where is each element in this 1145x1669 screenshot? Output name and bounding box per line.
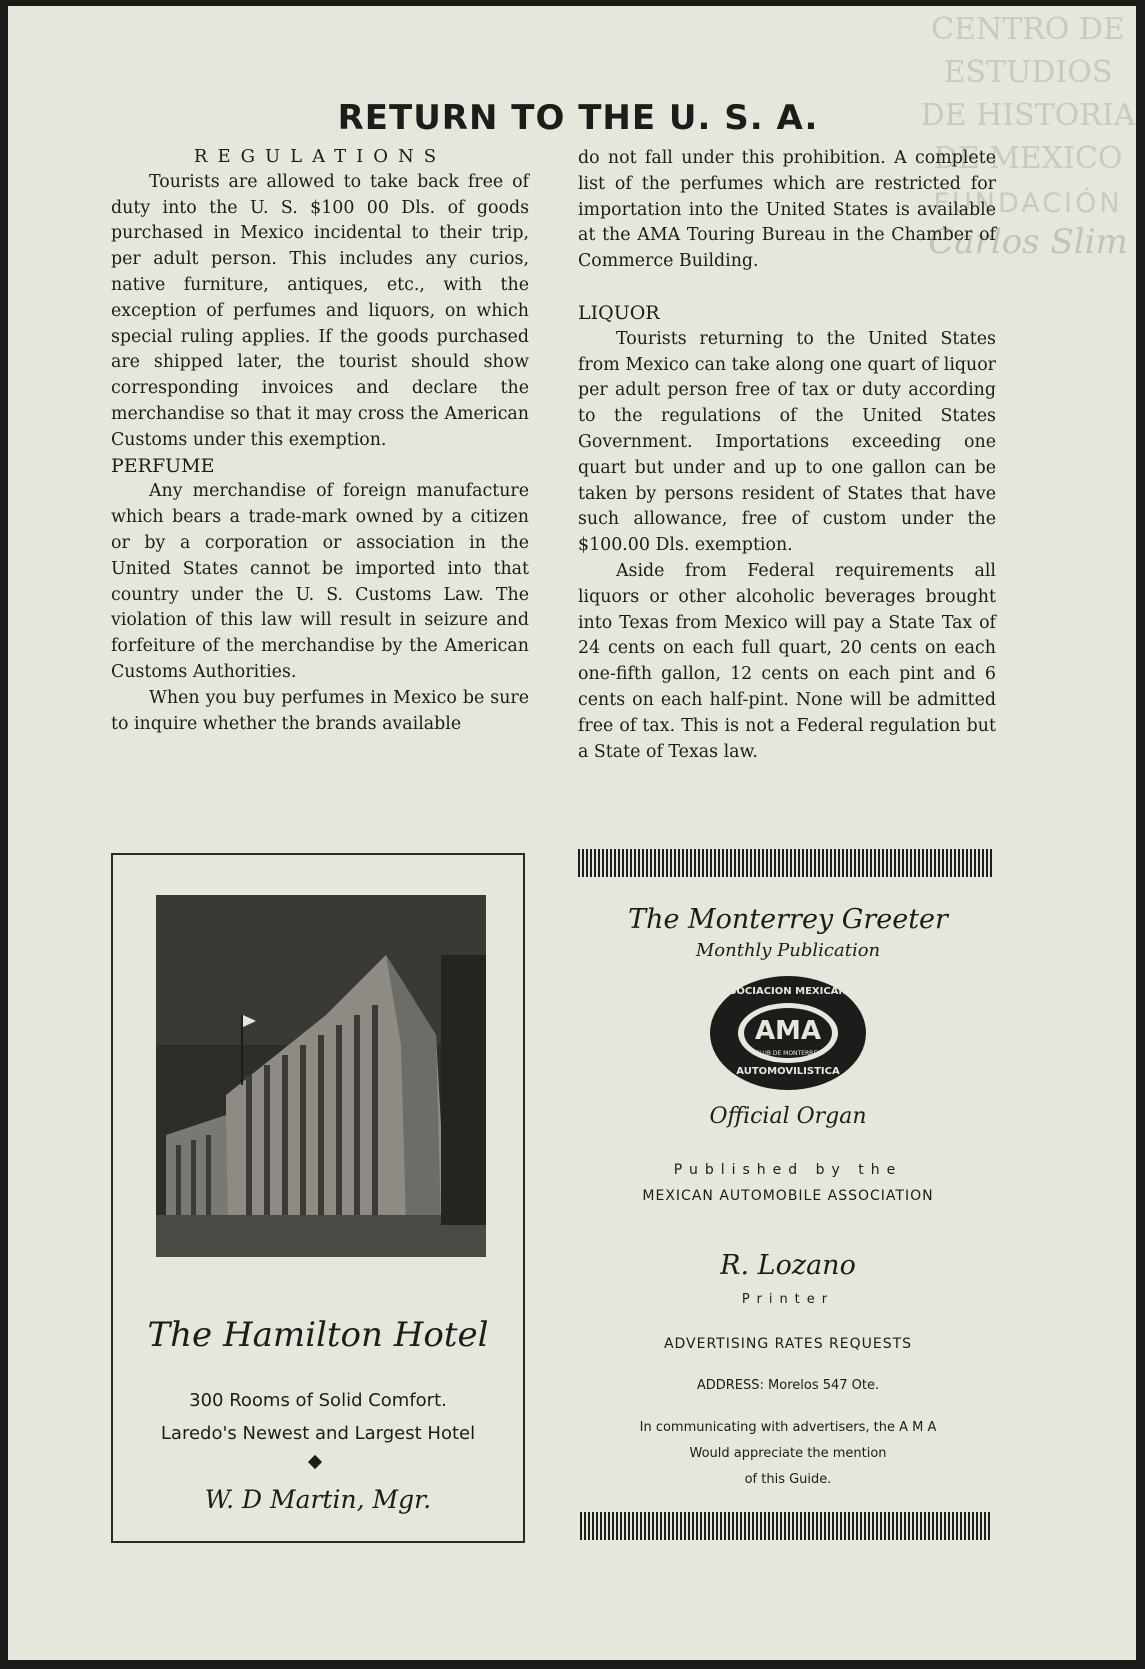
perfume-paragraph-2: When you buy perfumes in Mexico be sure to inquire whether the brands available bbox=[111, 687, 529, 734]
diamond-ornament-icon bbox=[308, 1455, 322, 1469]
advertiser-note-3: of this Guide. bbox=[744, 1472, 832, 1487]
publication-address: ADDRESS: Morelos 547 Ote. bbox=[696, 1378, 880, 1393]
regulations-text: Tourists are allowed to take back free of duty into the U. S. $100 00 Dls. of goods purchased in Mexico incidental to their trip, per adult person. This includes any curios, native furniture, antiques, etc., with the exception of perfumes and liquors, on which special ruling applies. If the goods purchased are shipped later, the tourist should show corresponding invoices and declare the merchandise so that it may cross the American Customs under this exemption. bbox=[111, 171, 529, 450]
document-page bbox=[8, 6, 1136, 1660]
watermark-signature: Carlos Slim bbox=[928, 222, 1128, 262]
page-title: RETURN TO THE U. S. A. bbox=[337, 98, 819, 138]
logo-ring-text: CLUB DE MONTERREY bbox=[755, 1050, 821, 1057]
liquor-heading: LIQUOR bbox=[578, 301, 660, 324]
regulations-heading: REGULATIONS bbox=[193, 146, 447, 167]
publication-name: The Monterrey Greeter bbox=[628, 904, 948, 935]
watermark-foundation: FUNDACIÓN bbox=[933, 188, 1123, 219]
watermark-line: CENTRO DE bbox=[931, 12, 1125, 47]
logo-bottom-text: AUTOMOVILISTICA bbox=[736, 1066, 840, 1077]
hotel-advertisement bbox=[111, 853, 525, 1543]
watermark-line: DE HISTORIA bbox=[920, 98, 1136, 133]
perfume-paragraph-1: Any merchandise of foreign manufacture which bears a trade-mark owned by a citizen or by a corporation or association in the United States cannot be imported into that country under the U. S. Customs Law. The violation of this law will result in seizure and forfeiture of the merchandise by the American Customs Authorities. bbox=[111, 481, 529, 682]
hotel-rooms: 300 Rooms of Solid Comfort. bbox=[189, 1390, 447, 1411]
publication-subtitle: Monthly Publication bbox=[695, 940, 881, 961]
liquor-paragraph-1: Tourists returning to the United States from Mexico can take along one quart of liquor per adult person free of tax or duty according to the regulations of the United States Government. Importations exceeding one quart but under and up to one gallon can be taken by persons resident of States that have such allowance, free of custom under the $100.00 Dls. exemption. bbox=[578, 328, 996, 556]
hotel-tagline: Laredo's Newest and Largest Hotel bbox=[160, 1423, 476, 1444]
association-name: MEXICAN AUTOMOBILE ASSOCIATION bbox=[642, 1188, 934, 1204]
decorative-bar-bottom bbox=[580, 1512, 992, 1540]
ama-logo bbox=[578, 974, 998, 1094]
advertiser-note-1: In communicating with advertisers, the A M A bbox=[639, 1420, 937, 1435]
logo-top-text: ASOCIACION MEXICANA bbox=[721, 986, 855, 997]
hotel-building-illustration bbox=[156, 895, 486, 1257]
right-column bbox=[578, 146, 996, 765]
printer-name: R. Lozano bbox=[720, 1250, 856, 1281]
hotel-name: The Hamilton Hotel bbox=[147, 1315, 489, 1355]
left-column bbox=[111, 144, 529, 737]
official-organ: Official Organ bbox=[709, 1104, 867, 1129]
printer-label: Printer bbox=[741, 1292, 835, 1307]
logo-center-text: AMA bbox=[754, 1016, 822, 1046]
hotel-photo bbox=[156, 895, 486, 1257]
watermark-line: ESTUDIOS bbox=[943, 55, 1113, 90]
perfume-paragraph-3: do not fall under this prohibition. A complete list of the perfumes which are restricted for importation into the United States is available at the AMA Touring Bureau in the Chamber of Commerce Building. bbox=[578, 148, 996, 272]
watermark-line: DE MEXICO bbox=[933, 141, 1123, 176]
advertising-rates: ADVERTISING RATES REQUESTS bbox=[663, 1336, 913, 1352]
hotel-manager: W. D Martin, Mgr. bbox=[204, 1485, 432, 1514]
decorative-bar-top bbox=[578, 849, 994, 877]
published-by: Published by the bbox=[673, 1162, 903, 1178]
perfume-heading: PERFUME bbox=[111, 454, 215, 477]
liquor-paragraph-2: Aside from Federal requirements all liquors or other alcoholic beverages brought into Texas from Mexico will pay a State Tax of 24 cents on each full quart, 20 cents on each one-fifth gallon, 12 cents on each pint and 6 cents on each half-pint. None will be admitted free of tax. This is not a Federal regulation but a State of Texas law. bbox=[578, 560, 996, 762]
advertiser-note-2: Would appreciate the mention bbox=[689, 1446, 887, 1461]
